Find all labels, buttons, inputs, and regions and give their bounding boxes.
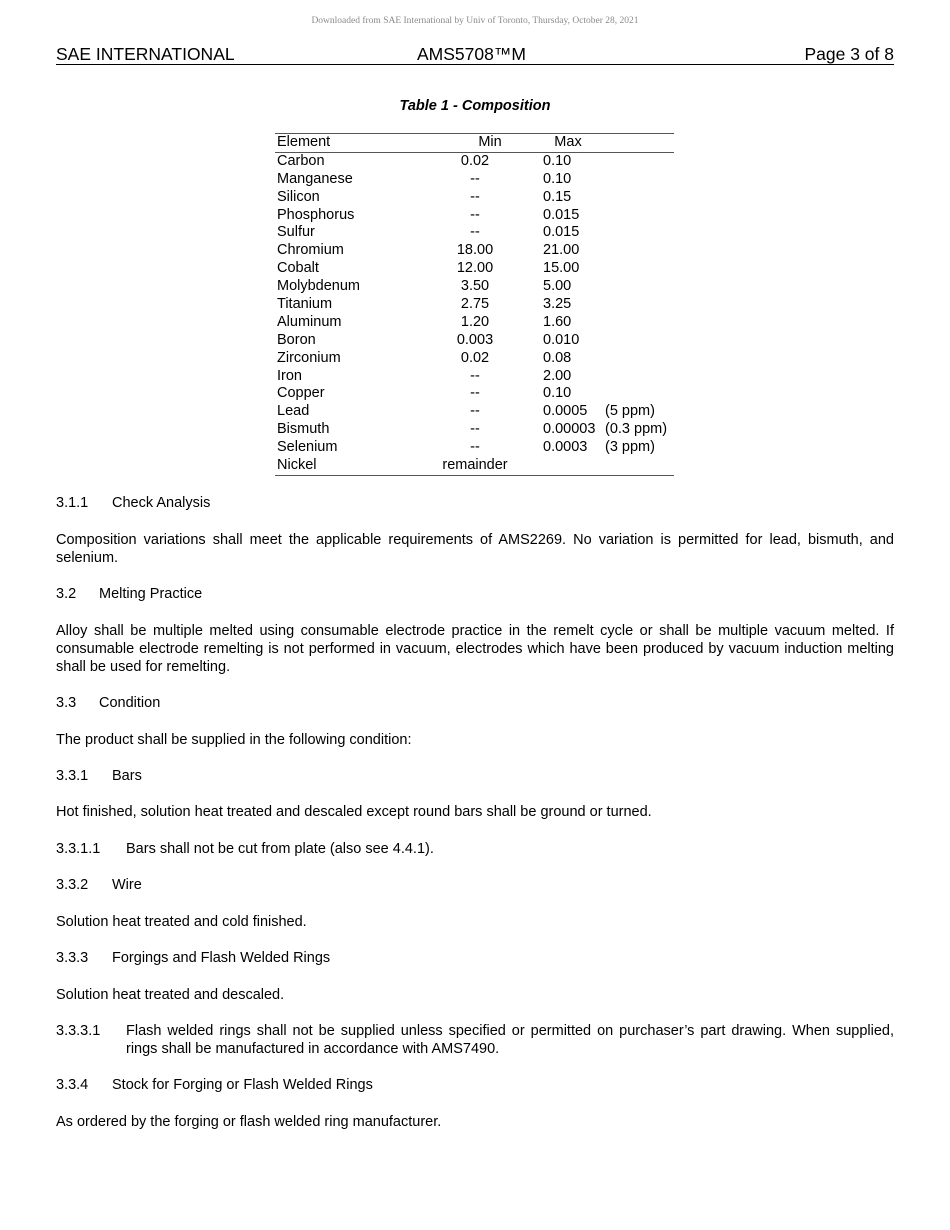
note-cell: (0.3 ppm) (605, 421, 668, 438)
max-cell: 1.60 (543, 313, 572, 330)
table-row (275, 457, 674, 475)
table-row (275, 403, 674, 421)
paragraph: The product shall be supplied in the following condition: (56, 732, 412, 748)
table-caption: Table 1 - Composition (399, 98, 551, 114)
table-row (275, 296, 674, 314)
section-heading (56, 494, 894, 512)
element-cell: Zirconium (277, 349, 341, 366)
paragraph: Solution heat treated and cold finished. (56, 914, 307, 930)
subsection-item (56, 1022, 894, 1058)
section-number: 3.3 (56, 695, 77, 711)
min-cell: 3.50 (460, 278, 490, 295)
section-title: Forgings and Flash Welded Rings (112, 950, 331, 966)
organization-name: SAE INTERNATIONAL (56, 44, 235, 64)
subsection-item (56, 840, 894, 858)
section-heading (56, 694, 894, 712)
min-cell: 1.20 (460, 313, 490, 330)
min-cell: -- (470, 439, 480, 456)
element-cell: Manganese (277, 170, 353, 187)
paragraph: As ordered by the forging or flash welded ring manufacturer. (56, 1114, 442, 1130)
subsection-text: Bars shall not be cut from plate (also see 4.4.1). (126, 841, 434, 857)
table-row (275, 385, 674, 403)
min-cell: 18.00 (456, 242, 494, 259)
document-id: AMS5708™M (417, 44, 526, 64)
table-body (275, 153, 674, 475)
table-row (275, 224, 674, 242)
section-number: 3.3.1.1 (56, 841, 101, 857)
table-row (275, 350, 674, 368)
min-cell: -- (470, 421, 480, 438)
max-cell: 15.00 (543, 260, 580, 277)
min-cell: -- (470, 367, 480, 384)
element-cell: Titanium (277, 296, 333, 313)
max-cell: 21.00 (543, 242, 580, 259)
element-cell: Boron (277, 331, 316, 348)
max-cell: 0.10 (543, 152, 572, 169)
max-cell: 0.10 (543, 385, 572, 402)
paragraph: Composition variations shall meet the applicable requirements of AMS2269. No variation is permitted for lead, bismuth, and selenium. (56, 532, 894, 566)
subsection-text: Flash welded rings shall not be supplied unless specified or permitted on purchaser’s part drawing. When supplied, rings shall be manufactured in accordance with AMS7490. (126, 1023, 894, 1057)
section-number: 3.3.4 (56, 1077, 89, 1093)
table-row (275, 439, 674, 457)
section-heading (56, 949, 894, 967)
min-cell: 2.75 (460, 296, 490, 313)
element-cell: Lead (277, 403, 310, 420)
composition-table (275, 133, 674, 476)
min-cell: -- (470, 188, 480, 205)
element-cell: Nickel (277, 457, 317, 474)
max-cell: 0.08 (543, 349, 572, 366)
table-row (275, 278, 674, 296)
table-row (275, 242, 674, 260)
section-title: Check Analysis (112, 495, 211, 511)
section-title: Bars (112, 768, 142, 784)
max-cell: 0.0003 (543, 439, 588, 456)
table-row (275, 207, 674, 225)
page-header (56, 44, 894, 65)
paragraph: Hot finished, solution heat treated and descaled except round bars shall be ground or turned. (56, 804, 652, 820)
min-cell: 0.02 (460, 152, 490, 169)
max-cell: 3.25 (543, 296, 572, 313)
section-number: 3.2 (56, 586, 77, 602)
min-cell: -- (470, 385, 480, 402)
max-cell: 0.0005 (543, 403, 588, 420)
min-cell: 0.02 (460, 349, 490, 366)
table-row (275, 368, 674, 386)
table-bottom-rule (275, 475, 674, 476)
section-number: 3.3.3.1 (56, 1023, 101, 1039)
section-title: Condition (99, 695, 161, 711)
element-cell: Copper (277, 385, 325, 402)
min-cell: -- (470, 170, 480, 187)
section-title: Stock for Forging or Flash Welded Rings (112, 1077, 373, 1093)
table-row (275, 260, 674, 278)
min-cell: -- (470, 403, 480, 420)
element-cell: Aluminum (277, 313, 342, 330)
table-row (275, 314, 674, 332)
table-row (275, 171, 674, 189)
element-cell: Bismuth (277, 421, 330, 438)
table-row (275, 153, 674, 171)
element-cell: Carbon (277, 152, 325, 169)
max-cell: 0.010 (543, 331, 580, 348)
section-title: Wire (112, 877, 142, 893)
element-cell: Phosphorus (277, 206, 355, 223)
column-header-element: Element (277, 134, 331, 150)
section-heading (56, 1076, 894, 1094)
section-heading (56, 876, 894, 894)
min-cell: 0.003 (456, 331, 494, 348)
max-cell: 0.10 (543, 170, 572, 187)
download-watermark: Downloaded from SAE International by Univ of Toronto, Thursday, October 28, 2021 (311, 16, 639, 26)
element-cell: Iron (277, 367, 302, 384)
element-cell: Selenium (277, 439, 338, 456)
section-title: Melting Practice (99, 586, 203, 602)
page-number: Page 3 of 8 (804, 44, 894, 64)
table-row (275, 421, 674, 439)
element-cell: Sulfur (277, 224, 315, 241)
max-cell: 0.00003 (543, 421, 596, 438)
max-cell: 5.00 (543, 278, 572, 295)
section-number: 3.3.3 (56, 950, 89, 966)
min-cell: 12.00 (456, 260, 494, 277)
section-number: 3.3.2 (56, 877, 89, 893)
element-cell: Chromium (277, 242, 344, 259)
max-cell: 0.015 (543, 206, 580, 223)
max-cell: 0.15 (543, 188, 572, 205)
min-cell: remainder (442, 457, 508, 474)
section-number: 3.1.1 (56, 495, 89, 511)
max-cell: 0.015 (543, 224, 580, 241)
max-cell: 2.00 (543, 367, 572, 384)
paragraph: Solution heat treated and descaled. (56, 987, 285, 1003)
note-cell: (5 ppm) (605, 403, 655, 420)
section-number: 3.3.1 (56, 768, 89, 784)
table-header-row (275, 134, 674, 152)
element-cell: Silicon (277, 188, 320, 205)
section-heading (56, 767, 894, 785)
element-cell: Cobalt (277, 260, 319, 277)
element-cell: Molybdenum (277, 278, 361, 295)
column-header-min: Min (478, 134, 502, 150)
min-cell: -- (470, 206, 480, 223)
table-row (275, 332, 674, 350)
column-header-max: Max (554, 134, 582, 150)
paragraph: Alloy shall be multiple melted using consumable electrode practice in the remelt cycle or shall be multiple vacuum melted. If consumable electrode remelting is not performed in vacuum, electrodes which have been produced by vacuum induction melting shall be used for remelting. (56, 623, 894, 675)
section-heading (56, 585, 894, 603)
table-row (275, 189, 674, 207)
note-cell: (3 ppm) (605, 439, 655, 456)
min-cell: -- (470, 224, 480, 241)
